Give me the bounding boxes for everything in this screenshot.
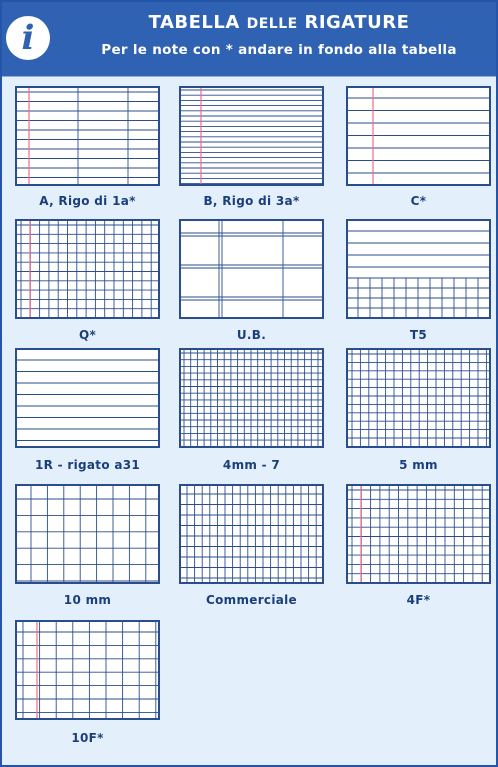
ruling-c-thumbnail (346, 86, 491, 186)
info-icon: i (6, 16, 50, 60)
ruling-t5-label: T5 (409, 328, 428, 342)
ruling-10mm-thumbnail (15, 484, 160, 584)
ruling-10f-label: 10F* (71, 731, 104, 745)
ruling-ub-thumbnail (179, 219, 324, 319)
ruling-t5-thumbnail (346, 219, 491, 319)
ruling-10mm-label: 10 mm (63, 593, 112, 607)
ruling-c-label: C* (410, 194, 427, 208)
ruling-commerciale-thumbnail (179, 484, 324, 584)
ruling-a-label: A, Rigo di 1a* (39, 194, 136, 208)
ruling-q-thumbnail (15, 219, 160, 319)
page-title: TABELLA DELLE RIGATURE (148, 12, 410, 33)
page-subtitle: Per le note con * andare in fondo alla tabella (101, 42, 457, 58)
ruling-1r-label: 1R - rigato a31 (34, 458, 141, 472)
ruling-5mm-thumbnail (346, 348, 491, 448)
header-bar (2, 2, 496, 77)
ruling-b-label: B, Rigo di 3a* (203, 194, 300, 208)
ruling-ub-label: U.B. (236, 328, 267, 342)
ruling-1r-thumbnail (15, 348, 160, 448)
ruling-4f-label: 4F* (406, 593, 431, 607)
ruling-4f-thumbnail (346, 484, 491, 584)
ruling-commerciale-label: Commerciale (206, 593, 297, 607)
ruling-4mm7-thumbnail (179, 348, 324, 448)
ruling-q-label: Q* (78, 328, 97, 342)
ruling-b-thumbnail (179, 86, 324, 186)
ruling-4mm7-label: 4mm - 7 (222, 458, 281, 472)
ruling-a-thumbnail (15, 86, 160, 186)
ruling-5mm-label: 5 mm (399, 458, 438, 472)
ruling-10f-thumbnail (15, 620, 160, 720)
